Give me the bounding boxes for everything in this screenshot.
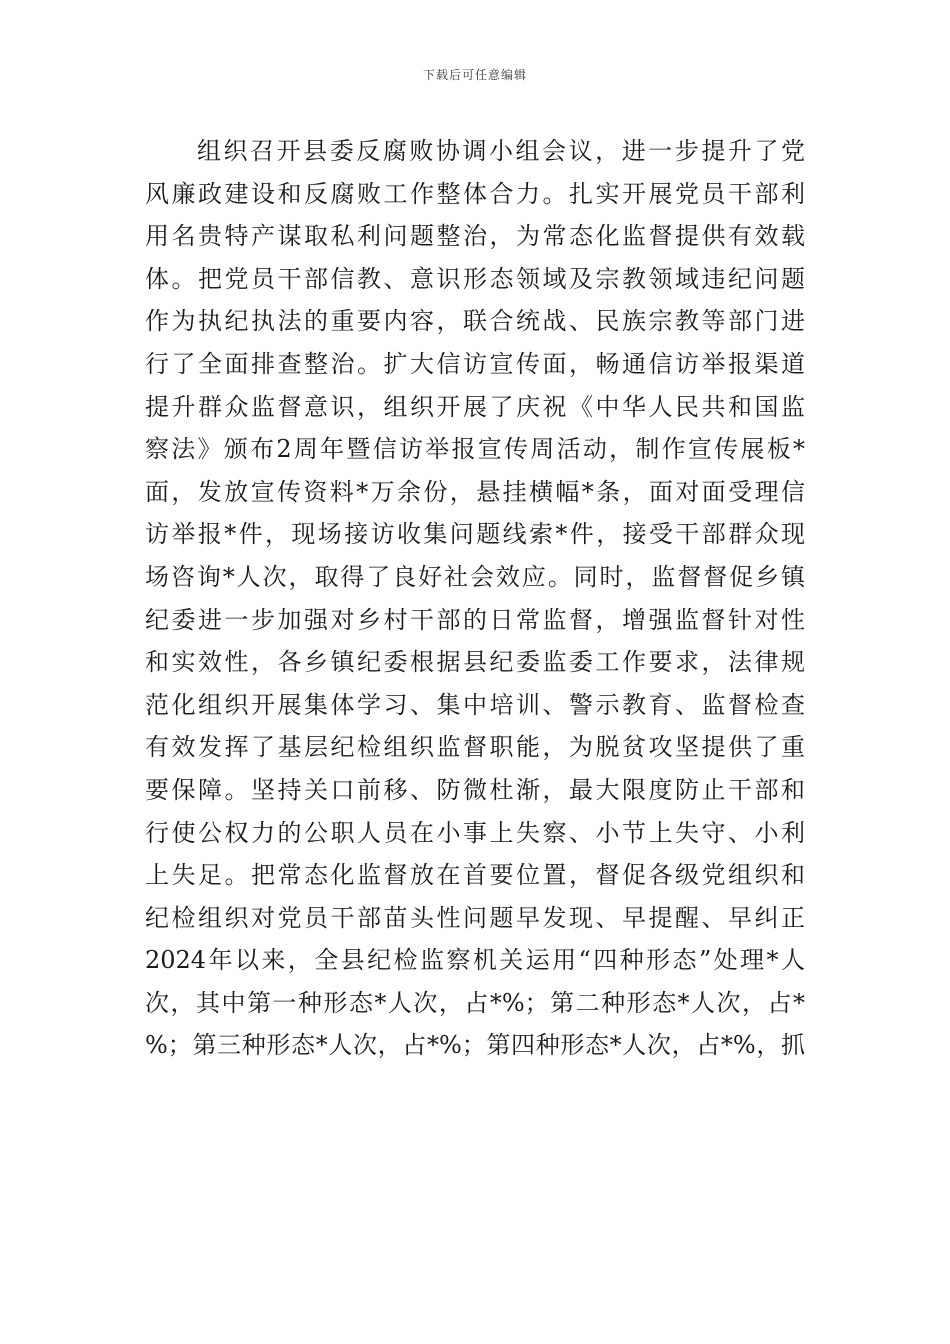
text-line: %；第三种形态*人次，占*%；第四种形态*人次，占*%，抓	[145, 1031, 805, 1060]
text-line: 次，其中第一种形态*人次，占*%；第二种形态*人次，占*	[145, 988, 805, 1017]
text-line: 要保障。坚持关口前移、防微杜渐，最大限度防止干部和	[145, 775, 805, 804]
text-line: 行了全面排查整治。扩大信访宣传面，畅通信访举报渠道	[145, 349, 805, 378]
text-line: 组织召开县委反腐败协调小组会议，进一步提升了党	[197, 137, 805, 165]
text-line: 提升群众监督意识，组织开展了庆祝《中华人民共和国监	[145, 392, 805, 421]
text-line: 体。把党员干部信教、意识形态领域及宗教领域违纪问题	[145, 264, 805, 293]
text-line: 有效发挥了基层纪检组织监督职能，为脱贫攻坚提供了重	[145, 733, 805, 762]
text-line: 和实效性，各乡镇纪委根据县纪委监委工作要求，法律规	[145, 648, 805, 677]
text-line: 场咨询*人次，取得了良好社会效应。同时，监督督促乡镇	[145, 562, 805, 591]
text-line: 作为执纪执法的重要内容，联合统战、民族宗教等部门进	[145, 307, 805, 336]
text-line: 上失足。把常态化监督放在首要位置，督促各级党组织和	[145, 861, 805, 890]
text-line: 面，发放宣传资料*万余份，悬挂横幅*条，面对面受理信	[145, 477, 805, 506]
text-line: 纪检组织对党员干部苗头性问题早发现、早提醒、早纠正	[145, 903, 805, 932]
text-line: 纪委进一步加强对乡村干部的日常监督，增强监督针对性	[145, 605, 805, 634]
text-line: 2024年以来，全县纪检监察机关运用“四种形态”处理*人	[145, 946, 805, 975]
page-header: 下载后可任意编辑	[422, 68, 527, 82]
text-line: 访举报*件，现场接访收集问题线索*件，接受干部群众现	[145, 520, 805, 549]
text-line: 范化组织开展集体学习、集中培训、警示教育、监督检查	[145, 690, 805, 719]
text-line: 用名贵特产谋取私利问题整治，为常态化监督提供有效载	[145, 222, 805, 251]
body-paragraph	[145, 130, 805, 1067]
text-line: 察法》颁布2周年暨信访举报宣传周活动，制作宣传展板*	[145, 435, 805, 464]
text-line: 行使公权力的公职人员在小事上失察、小节上失守、小利	[145, 818, 805, 847]
text-line: 风廉政建设和反腐败工作整体合力。扎实开展党员干部利	[145, 179, 805, 208]
